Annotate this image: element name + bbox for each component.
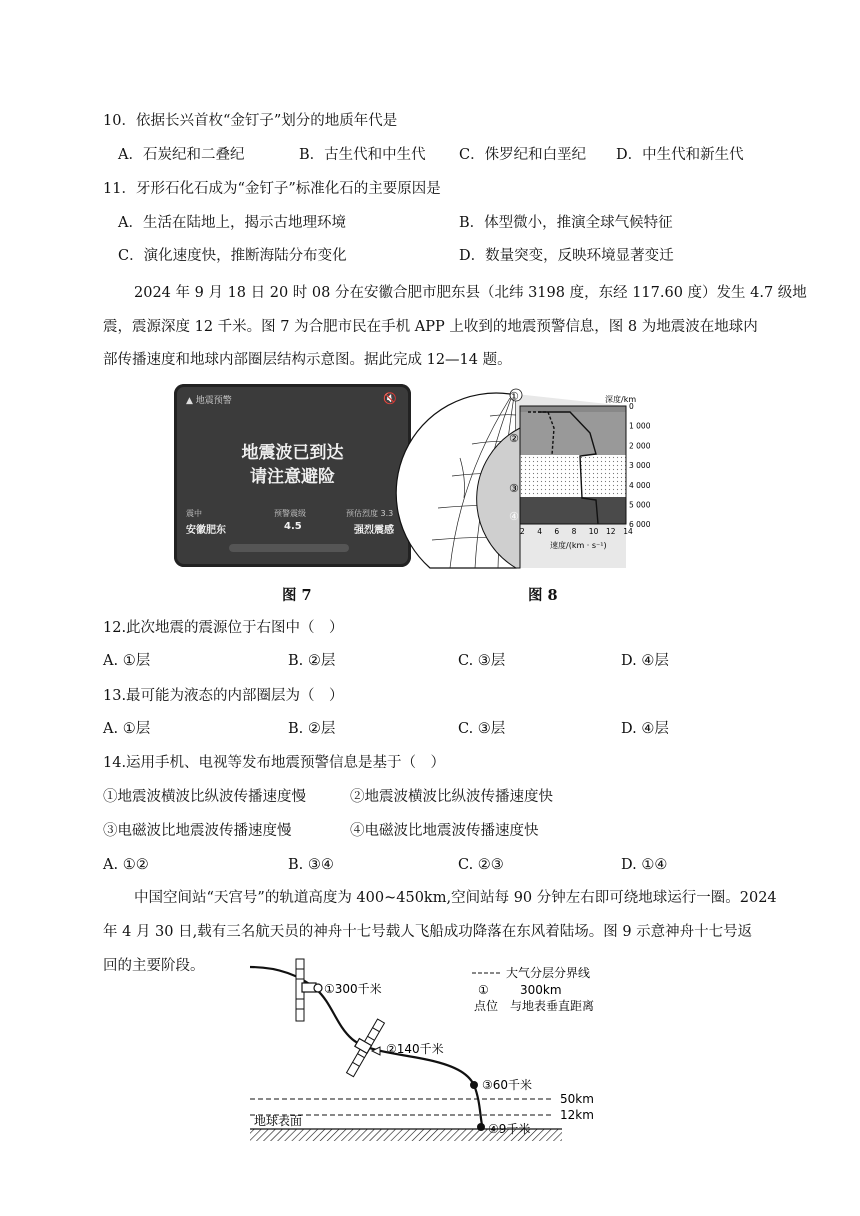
depth-tick-0: 0 (629, 402, 634, 411)
passage1-line1: 2024 年 9 月 18 日 20 时 08 分在安徽合肥市肥东县（北纬 3198 度，东经 117.60 度）发生 4.7 级地 (134, 285, 807, 301)
passage2-line2: 年 4 月 30 日,载有三名航天员的神舟十七号载人飞船成功降落在东风着陆场。图 9 示意神舟十七号返 (103, 924, 753, 940)
q14-statement-1: ①地震波横波比纵波传播速度慢 (103, 789, 306, 805)
q13-option-c: C. ③层 (458, 721, 506, 737)
alert-header-label: 地震预警 (195, 396, 232, 406)
spacecraft-icon-1 (296, 959, 322, 1021)
q10-option-d: D．中生代和新生代 (616, 147, 744, 163)
q14-statement-4: ④电磁波比地震波传播速度快 (350, 823, 539, 839)
layer-marker-1: ① (509, 390, 519, 403)
depth-tick-4: 4 000 (629, 480, 651, 490)
alert-header (186, 393, 232, 406)
q14-option-a: A. ①② (103, 857, 149, 873)
q14-option-b: B. ③④ (288, 857, 334, 873)
epicenter-label: 震中 (186, 509, 202, 518)
speed-axis-title: 速度/(km · s⁻¹) (550, 541, 607, 550)
q14-statement-2: ②地震波横波比纵波传播速度快 (350, 789, 553, 805)
q14-option-c: C. ②③ (458, 857, 504, 873)
q10-option-c: C．侏罗纪和白垩纪 (459, 147, 587, 163)
q11-option-d: D．数量突变，反映环境显著变迁 (459, 248, 674, 264)
spacecraft-icon-2 (341, 1016, 384, 1077)
q12-option-b: B. ②层 (288, 653, 336, 669)
q10-stem: 10．依据长兴首枚“金钉子”划分的地质年代是 (103, 113, 398, 129)
fig8-caption: 图 8 (528, 587, 558, 604)
q13-option-a: A. ①层 (103, 721, 151, 737)
intensity-label: 预估烈度 3.3 (346, 509, 394, 518)
magnitude-value: 4.5 (284, 521, 302, 532)
layer-marker-4: ④ (509, 510, 519, 523)
q11-option-c: C．演化速度快，推断海陆分布变化 (118, 248, 347, 264)
boundary-12km-label: 12km (560, 1108, 594, 1122)
passage1-line2: 震，震源深度 12 千米。图 7 为合肥市民在手机 APP 上收到的地震预警信息，图 8 为地震波在地球内 (103, 319, 758, 335)
layer-marker-2: ② (509, 432, 519, 445)
speed-tick-5: 12 (606, 527, 616, 536)
boundary-50km-label: 50km (560, 1092, 594, 1106)
passage2-line3: 回的主要阶段。 (103, 958, 205, 974)
q12-option-a: A. ①层 (103, 653, 151, 669)
q13-stem: 13.最可能为液态的内部圈层为（ ） (103, 688, 344, 704)
q14-stem: 14.运用手机、电视等发布地震预警信息是基于（ ） (103, 755, 446, 771)
legend-distance-label: 与地表垂直距离 (510, 999, 595, 1013)
layer-inner-core (520, 497, 626, 524)
q10-option-b: B．古生代和中生代 (299, 147, 426, 163)
depth-tick-3: 3 000 (629, 461, 651, 471)
passage1-line3: 部传播速度和地球内部圈层结构示意图。据此完成 12—14 题。 (103, 352, 512, 368)
ground-hatch (250, 1129, 562, 1141)
speed-tick-3: 8 (571, 527, 577, 536)
alert-headline-2: 请注意避险 (250, 467, 335, 487)
epicenter-value: 安徽肥东 (186, 525, 226, 536)
reentry-diagram (244, 955, 620, 1150)
layer-outer-core (520, 455, 626, 497)
speed-tick-1: 4 (537, 527, 542, 536)
legend-distance: 300km (520, 983, 562, 997)
speed-tick-2: 6 (554, 527, 560, 536)
legend-point-marker: ① (478, 983, 489, 997)
q12-option-c: C. ③层 (458, 653, 506, 669)
mute-icon[interactable]: 🔇 (383, 392, 397, 405)
depth-tick-5: 5 000 (629, 500, 651, 510)
point-3-label: ③60千米 (482, 1078, 533, 1092)
speed-tick-0: 2 (520, 527, 525, 536)
q10-option-a: A．石炭纪和二叠纪 (118, 147, 245, 163)
depth-tick-1: 1 000 (629, 421, 651, 431)
legend-line-label: 大气分层分界线 (506, 966, 591, 980)
depth-tick-6: 6 000 (629, 520, 651, 530)
layer-mantle (520, 412, 626, 455)
depth-axis-title: 深度/km (605, 395, 637, 404)
q13-option-b: B. ②层 (288, 721, 336, 737)
q12-stem: 12.此次地震的震源位于右图中（ ） (103, 620, 344, 636)
speed-tick-6: 14 (623, 527, 633, 536)
earth-surface-label: 地球表面 (254, 1114, 303, 1128)
point-3-dot (470, 1081, 478, 1089)
passage2-line1: 中国空间站“天宫号”的轨道高度为 400~450km,空间站每 90 分钟左右即可绕地球运行一圈。2024 (134, 890, 777, 906)
speed-tick-4: 10 (588, 527, 599, 536)
q13-option-d: D. ④层 (621, 721, 669, 737)
layer-marker-3: ③ (509, 482, 519, 495)
intensity-value: 强烈震感 (354, 525, 394, 536)
alert-bell-icon: ▲ (186, 396, 193, 406)
q11-option-b: B．体型微小，推演全球气候特征 (459, 215, 673, 231)
point-2-label: ②140千米 (386, 1042, 444, 1056)
layer-crust (520, 406, 626, 412)
legend-point-label: 点位 (474, 999, 499, 1013)
q11-stem: 11．牙形石化石成为“金钉子”标准化石的主要原因是 (103, 181, 441, 197)
point-1-label: ①300千米 (324, 982, 382, 996)
blurred-text (229, 544, 349, 552)
earth-interior-diagram (420, 388, 651, 580)
fig7-caption: 图 7 (282, 587, 312, 604)
magnitude-label: 预警震级 (274, 509, 306, 518)
alert-headline-1: 地震波已到达 (241, 443, 344, 463)
depth-tick-labels (629, 402, 651, 529)
earthquake-alert-card (174, 384, 411, 567)
q11-option-a: A．生活在陆地上，揭示古地理环境 (118, 215, 346, 231)
depth-tick-2: 2 000 (629, 441, 651, 451)
q14-statement-3: ③电磁波比地震波传播速度慢 (103, 823, 292, 839)
q14-option-d: D. ①④ (621, 857, 668, 873)
q12-option-d: D. ④层 (621, 653, 669, 669)
